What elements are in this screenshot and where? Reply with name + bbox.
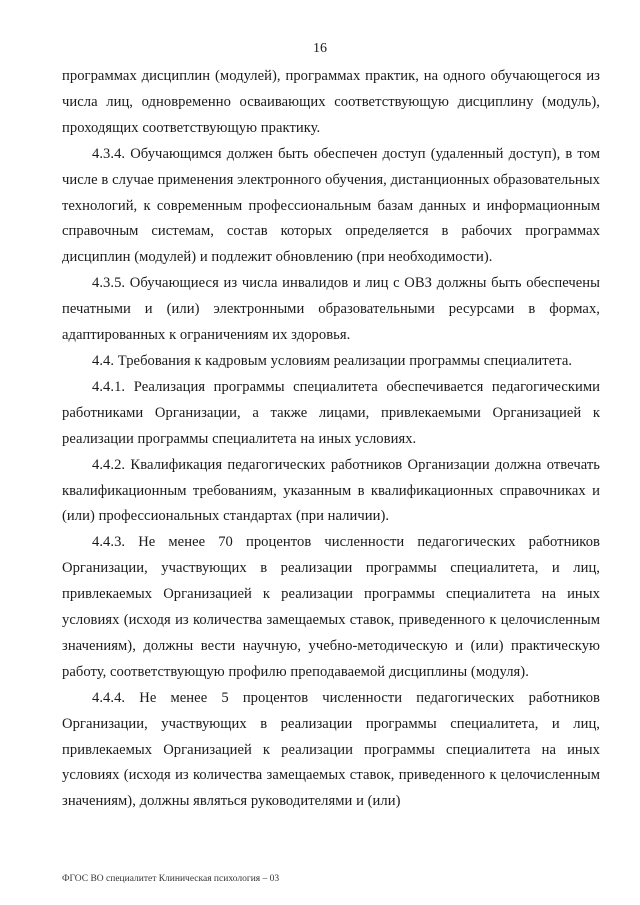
- paragraph-4-4-3: 4.4.3. Не менее 70 процентов численности педагогических работников Организации, участвующих в реализации программы специалитета, и лиц, привлекаемых Организацией к реализации программы специалитета на иных условиях (исходя из количества замещаемых ставок, приведенного к целочисленным значениям), должны вести научную, учебно-методическую и (или) практическую работу, соответствующую профилю преподаваемой дисциплины (модуля).: [62, 534, 600, 680]
- page-number: 16: [313, 41, 327, 56]
- paragraph-4-3-5: 4.3.5. Обучающиеся из числа инвалидов и лиц с ОВЗ должны быть обеспечены печатными и (или) электронными образовательными ресурсами в формах, адаптированных к ограничениям их здоровья.: [62, 275, 600, 344]
- paragraph-continuation: программах дисциплин (модулей), программах практик, на одного обучающегося из числа лиц, одновременно осваивающих соответствующую дисциплину (модуль), проходящих соответствующую практику.: [62, 68, 600, 136]
- document-footer: ФГОС ВО специалитет Клиническая психология – 03: [62, 874, 280, 884]
- document-body: [62, 64, 600, 815]
- section-heading-4-4: 4.4. Требования к кадровым условиям реализации программы специалитета.: [92, 352, 573, 369]
- paragraph-4-4-1: 4.4.1. Реализация программы специалитета обеспечивается педагогическими работниками Организации, а также лицами, привлекаемыми Организацией к реализации программы специалитета на иных условиях.: [62, 378, 600, 447]
- paragraph-4-3-4: 4.3.4. Обучающимся должен быть обеспечен доступ (удаленный доступ), в том числе в случае применения электронного обучения, дистанционных образовательных технологий, к современным профессиональным базам данных и информационным справочным системам, состав которых определяется в рабочих программах дисциплин (модулей) и подлежит обновлению (при необходимости).: [62, 145, 600, 266]
- paragraph-4-4-4: 4.4.4. Не менее 5 процентов численности педагогических работников Организации, участвующих в реализации программы специалитета, и лиц, привлекаемых Организацией к реализации программы специалитета на иных условиях (исходя из количества замещаемых ставок, приведенного к целочисленным значениям), должны являться руководителями и (или): [62, 689, 600, 810]
- paragraph-4-4-2: 4.4.2. Квалификация педагогических работников Организации должна отвечать квалификационным требованиям, указанным в квалификационных справочниках и (или) профессиональных стандартах (при наличии).: [62, 456, 600, 525]
